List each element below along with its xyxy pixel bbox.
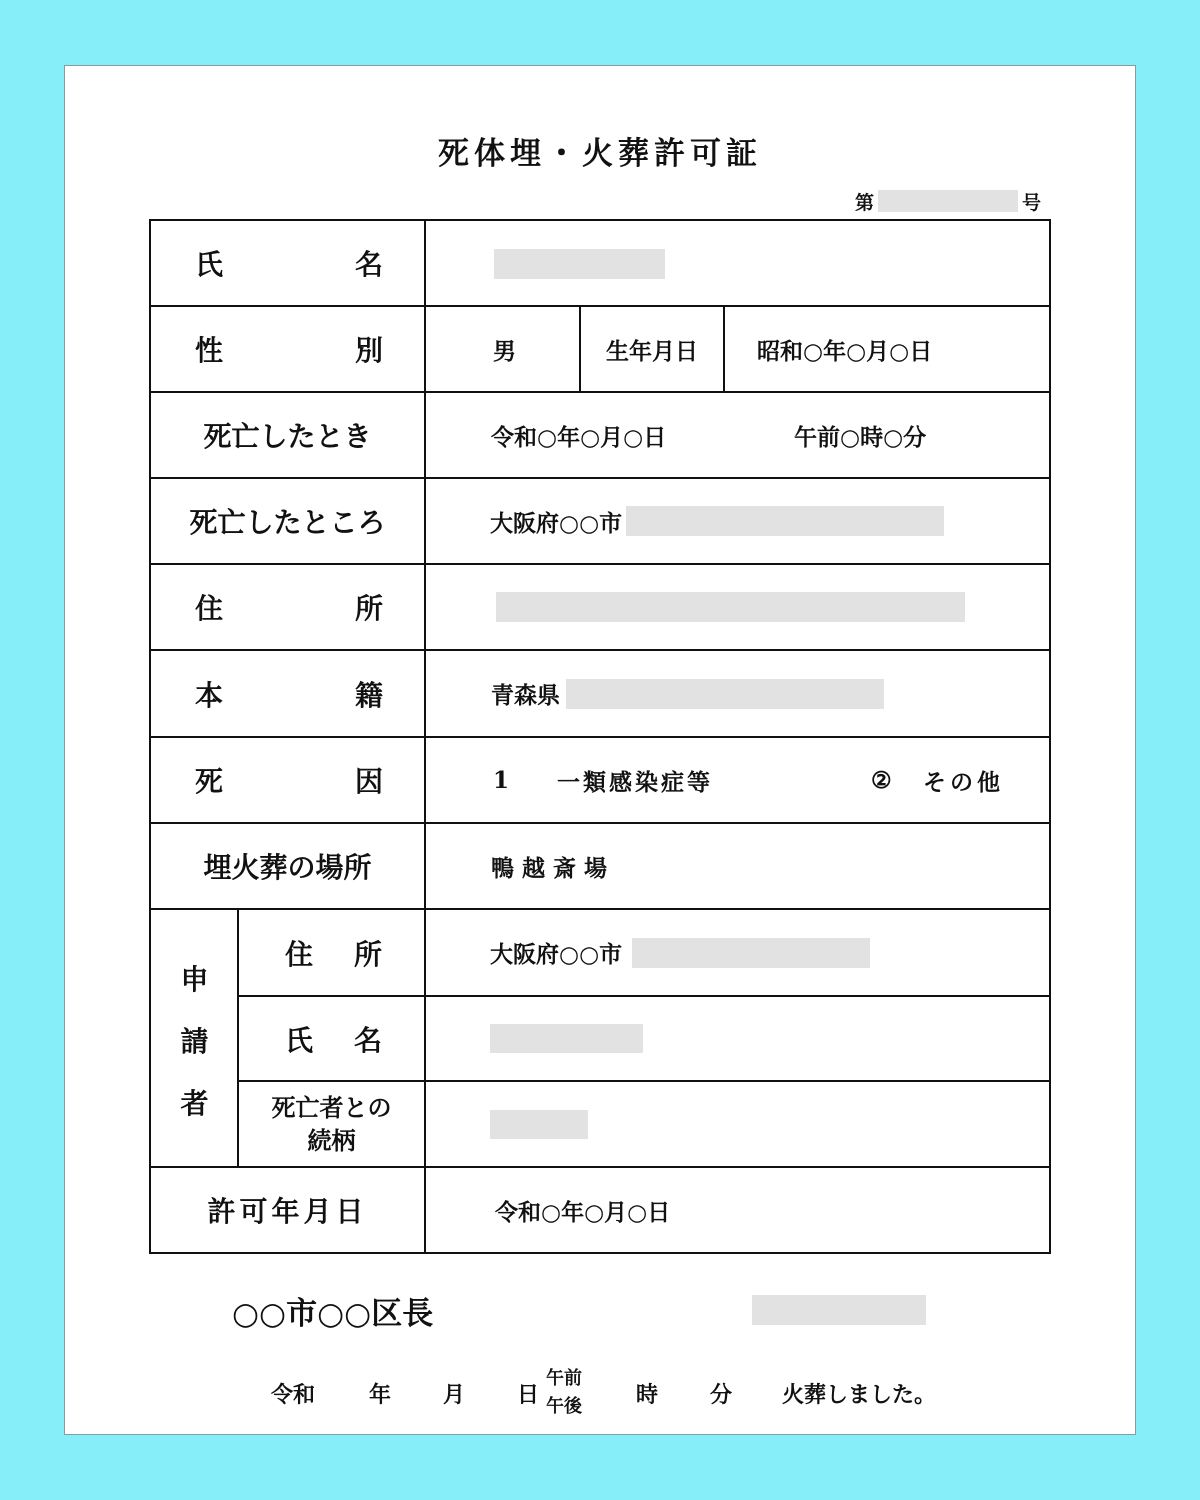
relationship-value — [490, 1082, 588, 1166]
document-title: 死体埋・火葬許可証 — [438, 136, 762, 172]
cause-option-2: その他 — [923, 768, 1004, 796]
redacted-official-name — [752, 1295, 926, 1325]
redacted-relationship — [490, 1110, 588, 1139]
footer-day: 日 — [517, 1381, 540, 1408]
label-cause-of-death: 死 因 — [195, 765, 383, 798]
redacted-domicile — [566, 679, 884, 709]
label-applicant-name: 氏 名 — [285, 1023, 382, 1057]
burial-place-value: 鴨 越 斎 場 — [491, 854, 608, 882]
cause-option-1: 一類感染症等 — [557, 768, 713, 796]
label-birthdate: 生年月日 — [606, 337, 698, 365]
label-death-time: 死亡したとき — [203, 420, 372, 453]
footer-month: 月 — [443, 1381, 466, 1408]
label-applicant: 申 請 者 — [180, 963, 209, 1120]
cause-option-1-number: 1 — [493, 766, 510, 794]
death-time-value: 午前○時○分 — [794, 423, 927, 451]
applicant-address-value: 大阪府○○市 — [490, 910, 870, 995]
footer-note: 火葬しました。 — [782, 1381, 937, 1408]
cause-option-2-number: ② — [871, 766, 892, 794]
death-date-value: 令和○年○月○日 — [491, 423, 667, 451]
footer-year: 年 — [369, 1381, 392, 1408]
label-sex: 性 別 — [195, 334, 383, 367]
applicant-name-value — [490, 997, 643, 1080]
permit-form-table — [149, 219, 1051, 1254]
footer-pm: 午後 — [546, 1396, 582, 1417]
label-relationship: 死亡者との 続柄 — [271, 1093, 392, 1155]
name-value — [494, 221, 665, 307]
domicile-value: 青森県 — [491, 651, 884, 736]
label-domicile: 本 籍 — [195, 678, 383, 712]
footer-hour: 時 — [636, 1381, 659, 1408]
redacted-applicant-name — [490, 1024, 643, 1053]
death-place-value: 大阪府○○市 — [490, 479, 944, 563]
redacted-death-place — [626, 506, 944, 536]
birthdate-value: 昭和○年○月○日 — [757, 337, 933, 365]
label-permit-date: 許可年月日 — [207, 1195, 368, 1228]
permit-number-prefix: 第 — [855, 191, 875, 214]
label-address: 住 所 — [195, 592, 383, 625]
permit-number-suffix: 号 — [1022, 191, 1042, 214]
footer-reiwa: 令和 — [271, 1381, 316, 1408]
cremation-record-line — [0, 1365, 1200, 1421]
permit-number — [855, 188, 1041, 214]
footer-am: 午前 — [546, 1368, 582, 1389]
redacted-number — [878, 190, 1018, 212]
issuing-office: ○○市○○区長 — [232, 1296, 434, 1332]
label-death-place: 死亡したところ — [189, 506, 386, 539]
label-applicant-address: 住 所 — [285, 937, 382, 971]
label-name: 氏 名 — [195, 248, 383, 281]
address-value — [496, 565, 965, 649]
label-burial-place: 埋火葬の場所 — [203, 851, 372, 884]
redacted-address — [496, 592, 965, 622]
sex-value: 男 — [493, 337, 516, 365]
redacted-applicant-address — [632, 938, 870, 968]
redacted-name — [494, 249, 665, 279]
permit-date-value: 令和○年○月○日 — [495, 1198, 671, 1226]
footer-minute: 分 — [710, 1381, 733, 1408]
